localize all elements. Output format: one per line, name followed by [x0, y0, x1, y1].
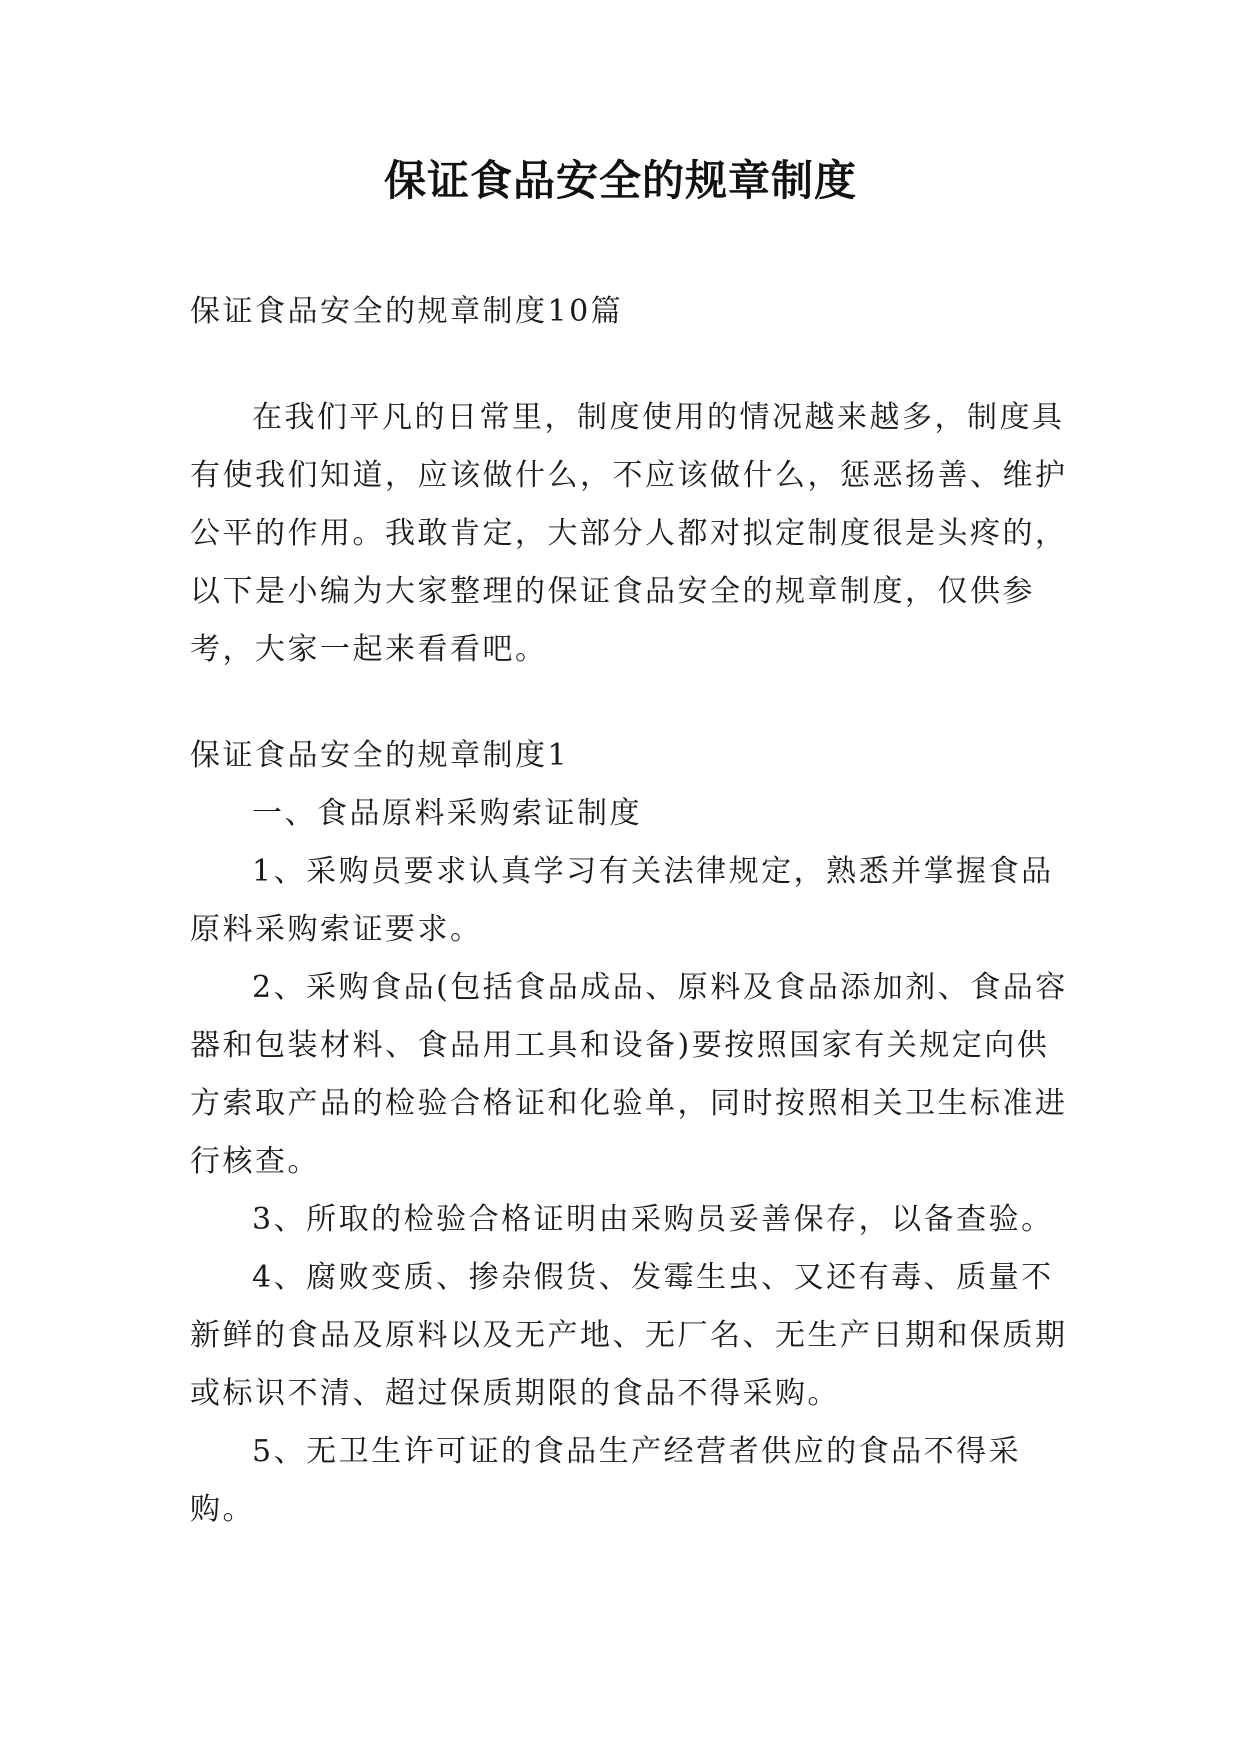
section-heading: 一、食品原料采购索证制度: [252, 796, 642, 831]
section-title: 保证食品安全的规章制度1: [190, 738, 570, 773]
list-item: 2、采购食品(包括食品成品、原料及食品添加剂、食品容器和包装材料、食品用工具和设备)要按照国家有关规定向供方索取产品的检验合格证和化验单，同时按照相关卫生标准进行核查。: [190, 970, 1068, 1179]
list-item: 5、无卫生许可证的食品生产经营者供应的食品不得采购。: [190, 1434, 1022, 1527]
document-subtitle: 保证食品安全的规章制度10篇: [190, 294, 624, 329]
list-item: 1、采购员要求认真学习有关法律规定，熟悉并掌握食品原料采购索证要求。: [190, 854, 1054, 947]
document-title: 保证食品安全的规章制度: [383, 156, 857, 205]
list-item: 4、腐败变质、掺杂假货、发霉生虫、又还有毒、质量不新鲜的食品及原料以及无产地、无厂名、无生产日期和保质期或标识不清、超过保质期限的食品不得采购。: [190, 1260, 1068, 1411]
list-item: 3、所取的检验合格证明由采购员妥善保存，以备查验。: [252, 1202, 1054, 1237]
intro-paragraph: 在我们平凡的日常里，制度使用的情况越来越多，制度具有使我们知道，应该做什么，不应该做什么，惩恶扬善、维护公平的作用。我敢肯定，大部分人都对拟定制度很是头疼的，以下是小编为大家整理的保证食品安全的规章制度，仅供参考，大家一起来看看吧。: [190, 400, 1068, 667]
document-body: [190, 283, 1070, 1539]
